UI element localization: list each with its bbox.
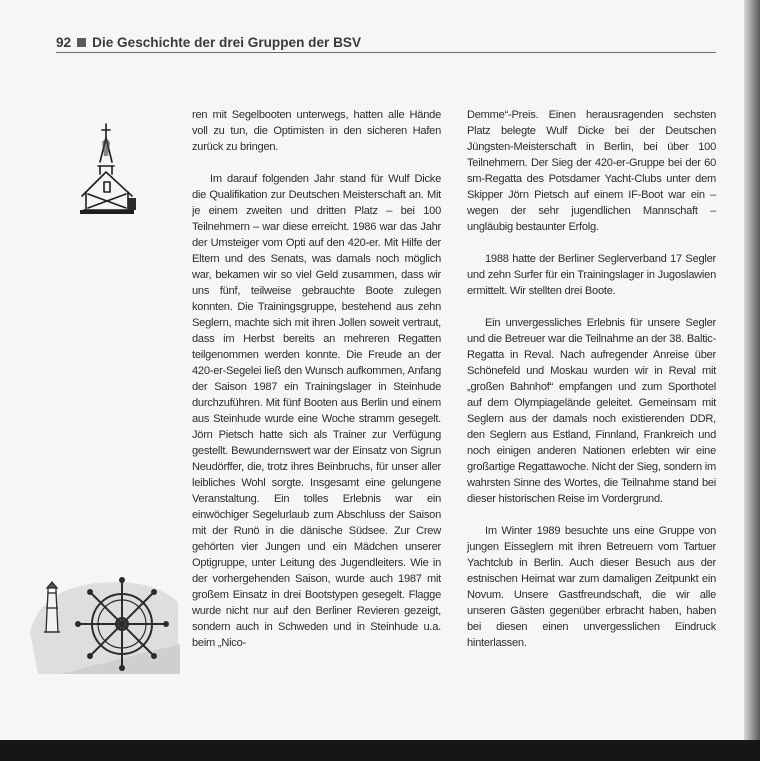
text-column-left bbox=[192, 107, 441, 651]
page-number: 92 bbox=[56, 34, 72, 50]
scanner-edge bbox=[0, 740, 760, 761]
header-title: Die Geschichte der drei Gruppen der BSV bbox=[92, 34, 362, 50]
header-square-icon bbox=[77, 38, 86, 47]
book-spine-shadow bbox=[744, 0, 760, 740]
ship-wheel-lighthouse-icon bbox=[30, 562, 180, 680]
paragraph: 1988 hatte der Berliner Seglerverband 17 Segler und zehn Surfer für ein Trainingslager in Jugoslawien ermittelt. Wir stellten drei Boote. bbox=[467, 253, 716, 297]
running-header bbox=[56, 33, 716, 51]
header-rule bbox=[56, 52, 716, 53]
paragraph: Ein unvergessliches Erlebnis für unsere Segler und die Betreuer war die Teilnahme an der 38. Baltic-Regatta in Reval. Nach aufregender Anreise über Schönefeld und Moskau wurden wir in Reval mit „großen Bahnhof“ empfangen und zum Sporthotel auf dem Olympiagelände geleitet. Gemeinsam mit Seglern aus der damals noch existierenden DDR, den Seglern aus Estland, Finnland, Frankreich und noch einigen anderen Nationen erlebten wir eine großartige Regattawoche. Nicht der Sieg, sondern im wahrsten Sinne des Wortes, die Teilnahme stand bei dieser historischen Reise im Vordergrund. bbox=[467, 317, 716, 505]
text-column-right bbox=[467, 107, 716, 651]
paragraph: Demme“-Preis. Einen herausragenden sechsten Platz belegte Wulf Dicke bei der Deutschen Jüngsten-Meisterschaft in Berlin, bei über 100 Teilnehmern. Der Sieg der 420-er-Gruppe bei der 60 sm-Regatta des Potsdamer Yacht-Clubs unter dem Skipper Jörn Pietsch auf einem IF-Boot war ein – wegen der sehr jugendlichen Mannschaft – ungläubig bestaunter Erfolg. bbox=[467, 109, 716, 233]
church-icon bbox=[76, 122, 138, 218]
paragraph: Im Winter 1989 besuchte uns eine Gruppe von jungen Eisseglern mit ihren Betreuern vom Tartuer Yachtclub in Berlin. Auch dieser Besuch aus der estnischen Heimat war zum damaligen Zeitpunkt ein Novum. Unsere Gastfreundschaft, die wir alle unseren Gästen gegenüber erbracht haben, haben bei diesen einen unvergesslichen Eindruck hinterlassen. bbox=[467, 525, 716, 649]
paragraph: ren mit Segelbooten unterwegs, hatten alle Hände voll zu tun, die Optimisten in den sicheren Hafen zurück zu bringen. bbox=[192, 109, 441, 153]
paragraph: Im darauf folgenden Jahr stand für Wulf Dicke die Qualifikation zur Deutschen Meisterschaft an. Mit je einem zweiten und dritten Platz – bei 100 Teilnehmern – war diese erreicht. 1986 war das Jahr der Umsteiger vom Opti auf den 420-er. Mit Hilfe der Eltern und des Senats, was damals noch möglich war, bekamen wir so viel Geld zusammen, dass wir uns fünf, teilweise gebrauchte Boote zulegen konnten. Die Trainingsgruppe, bestehend aus zehn Seglern, machte sich mit ihren Jollen soweit vertraut, dass im Herbst bereits an mehreren Regatten teilgenommen werden konnte. Die Freude an der 420-er-Segelei ließ den Wunsch aufkommen, Anfang der Saison 1987 ein Trainingslager in Steinhude durchzuführen. Mit fünf Booten aus Berlin und einem aus Steinhude wurde eine Woche stramm gesegelt. Jörn Pietsch hatte sich als Trainer zur Verfügung gestellt. Bewundernswert war der Einsatz von Sigrun Neudörffer, die, trotz ihres Beinbruchs, für unser aller leibliches Wohl sorgte. Insgesamt eine gelungene Veranstaltung. Ein tolles Erlebnis war ein einwöchiger Segelurlaub zum Abschluss der Saison mit der Runö in die dänische Südsee. Zur Crew gehörten vier Jungen und ein Mädchen unserer Optigruppe, unter Leitung des Jugendleiters. Wie in der vorhergehenden Saison, wurde auch 1987 mit großem Einsatz in drei Bootstypen gesegelt. Flagge wurde nicht nur auf den Berliner Revieren gezeigt, sondern auch in Schweden und in Steinhude u.a. beim „Nico- bbox=[192, 173, 441, 649]
